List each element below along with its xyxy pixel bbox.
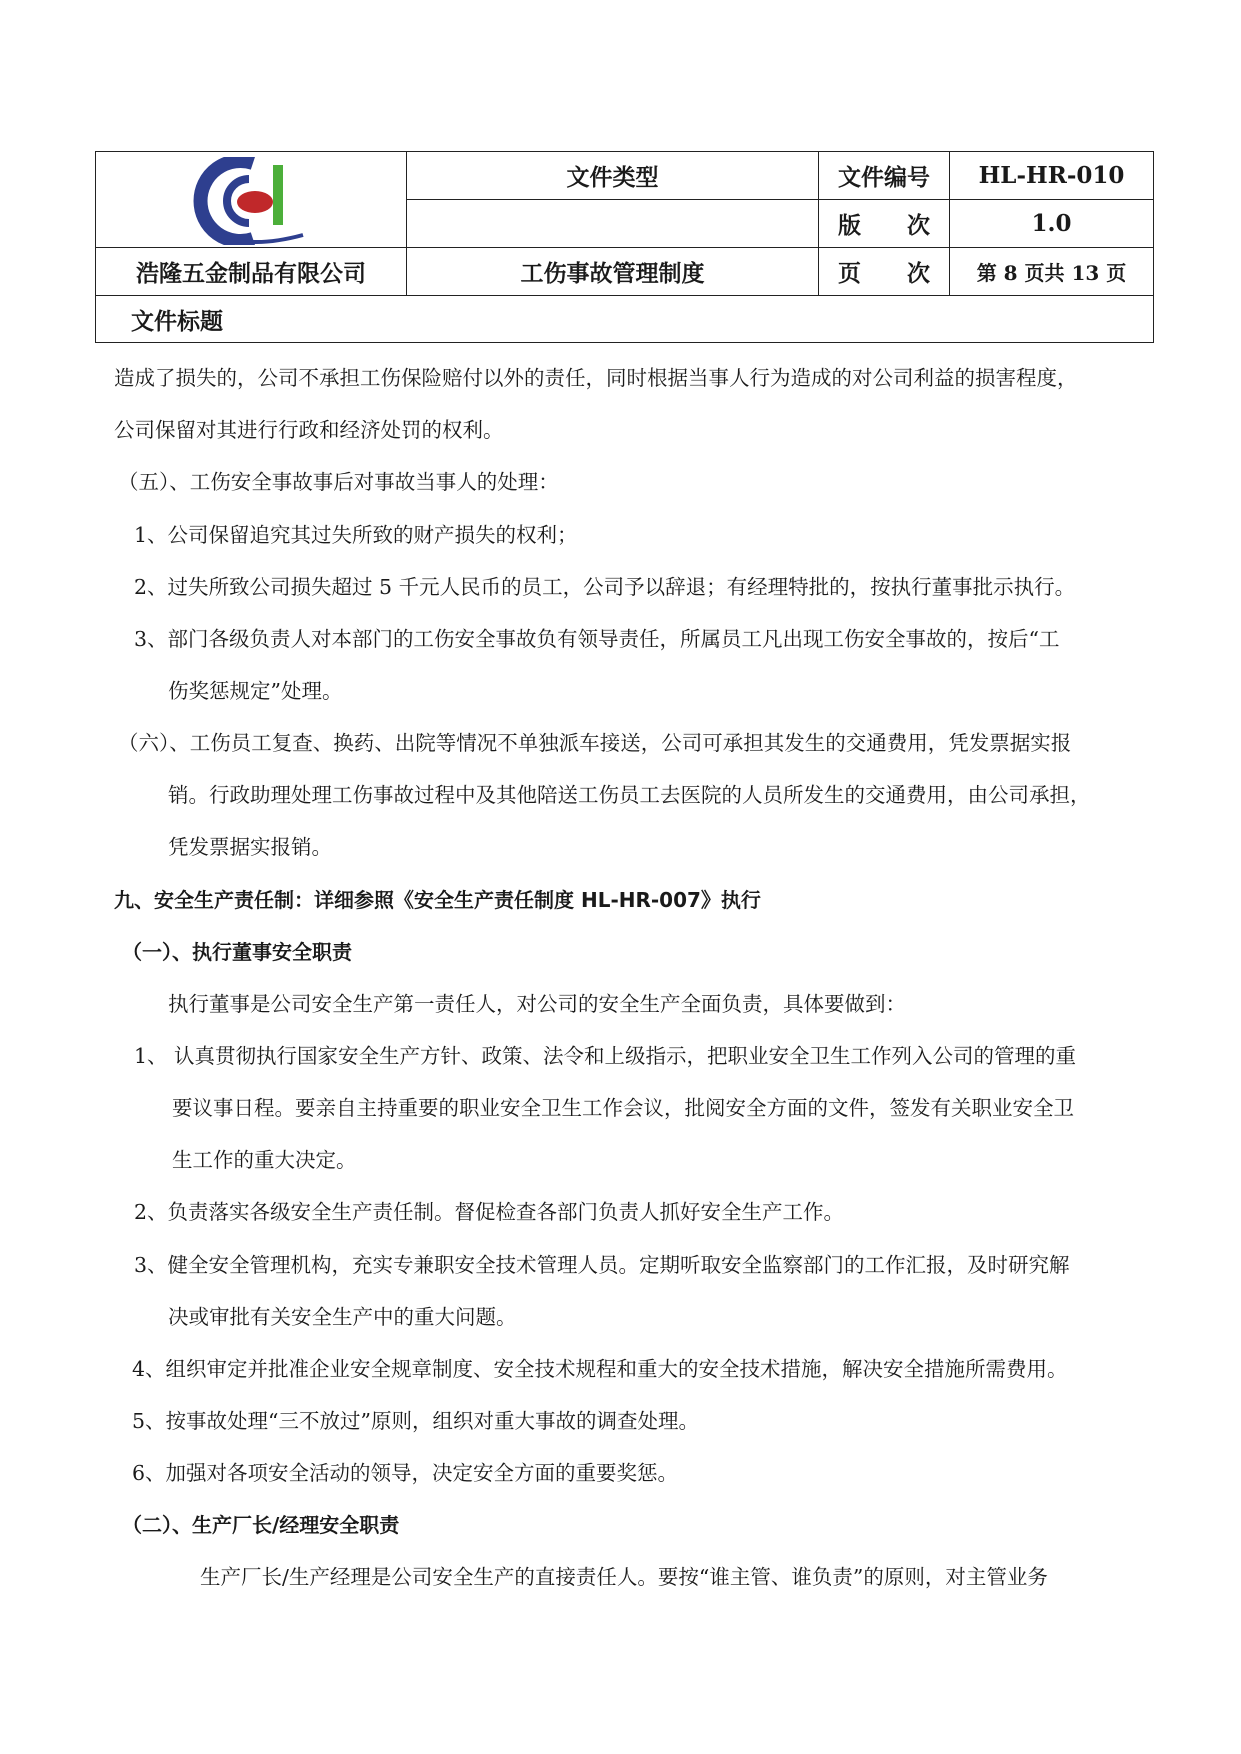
body-line: 3、部门各级负责人对本部门的工伤安全事故负有领导责任，所属员工凡出现工伤安全事故的，按后“工 bbox=[134, 627, 1060, 651]
body-line: 1、公司保留追究其过失所致的财产损失的权利； bbox=[134, 523, 578, 547]
file-type-label: 文件类型 bbox=[407, 152, 819, 200]
version-label: 版 次 bbox=[819, 200, 950, 248]
document-header-table bbox=[95, 151, 1154, 343]
body-line: 决或审批有关安全生产中的重大问题。 bbox=[168, 1305, 517, 1329]
file-title-label: 文件标题 bbox=[96, 296, 1154, 343]
document-name: 工伤事故管理制度 bbox=[407, 248, 819, 296]
body-line: 凭发票据实报销。 bbox=[168, 835, 332, 859]
body-line: 1、 认真贯彻执行国家安全生产方针、政策、法令和上级指示，把职业安全卫生工作列入公司的管理的重 bbox=[134, 1044, 1077, 1068]
file-number-value: HL-HR-010 bbox=[950, 152, 1154, 200]
body-line: 公司保留对其进行行政和经济处罚的权利。 bbox=[114, 418, 504, 442]
company-name: 浩隆五金制品有限公司 bbox=[96, 248, 407, 296]
company-logo-icon bbox=[191, 157, 311, 245]
body-line: 2、负责落实各级安全生产责任制。督促检查各部门负责人抓好安全生产工作。 bbox=[134, 1200, 845, 1224]
body-line: 5、按事故处理“三不放过”原则，组织对重大事故的调查处理。 bbox=[132, 1409, 700, 1433]
subsection-heading: （一）、执行董事安全职责 bbox=[122, 940, 352, 964]
company-logo-cell bbox=[96, 152, 407, 248]
section-heading: 九、安全生产责任制：详细参照《安全生产责任制度 HL-HR-007》执行 bbox=[114, 888, 761, 912]
page-label: 页 次 bbox=[819, 248, 950, 296]
body-line: 执行董事是公司安全生产第一责任人，对公司的安全生产全面负责，具体要做到： bbox=[168, 992, 906, 1016]
body-line: 4、组织审定并批准企业安全规章制度、安全技术规程和重大的安全技术措施，解决安全措施所需费用。 bbox=[132, 1357, 1068, 1381]
body-line: 造成了损失的，公司不承担工伤保险赔付以外的责任，同时根据当事人行为造成的对公司利益的损害程度， bbox=[114, 366, 1078, 390]
body-line: 6、加强对各项安全活动的领导，决定安全方面的重要奖惩。 bbox=[132, 1461, 679, 1485]
body-line: （五）、工伤安全事故事后对事故当事人的处理： bbox=[118, 470, 559, 494]
body-line: （六）、工伤员工复查、换药、出院等情况不单独派车接送，公司可承担其发生的交通费用，凭发票据实报 bbox=[118, 731, 1072, 755]
body-line: 3、健全安全管理机构，充实专兼职安全技术管理人员。定期听取安全监察部门的工作汇报，及时研究解 bbox=[134, 1253, 1070, 1277]
file-type-value bbox=[407, 200, 819, 248]
subsection-heading: （二）、生产厂长/经理安全职责 bbox=[122, 1513, 400, 1537]
body-line: 要议事日程。要亲自主持重要的职业安全卫生工作会议，批阅安全方面的文件，签发有关职业安全卫 bbox=[172, 1096, 1074, 1120]
body-line: 生产厂长/生产经理是公司安全生产的直接责任人。要按“谁主管、谁负责”的原则，对主管业务 bbox=[200, 1565, 1048, 1589]
body-line: 伤奖惩规定”处理。 bbox=[168, 679, 343, 703]
file-number-label: 文件编号 bbox=[819, 152, 950, 200]
body-line: 生工作的重大决定。 bbox=[172, 1148, 357, 1172]
body-line: 销。行政助理处理工伤事故过程中及其他陪送工伤员工去医院的人员所发生的交通费用，由公司承担， bbox=[168, 783, 1091, 807]
body-line: 2、过失所致公司损失超过 5 千元人民币的员工，公司予以辞退；有经理特批的，按执行董事批示执行。 bbox=[134, 575, 1076, 599]
version-value: 1.0 bbox=[950, 200, 1154, 248]
page-value: 第 8 页共 13 页 bbox=[950, 248, 1154, 296]
